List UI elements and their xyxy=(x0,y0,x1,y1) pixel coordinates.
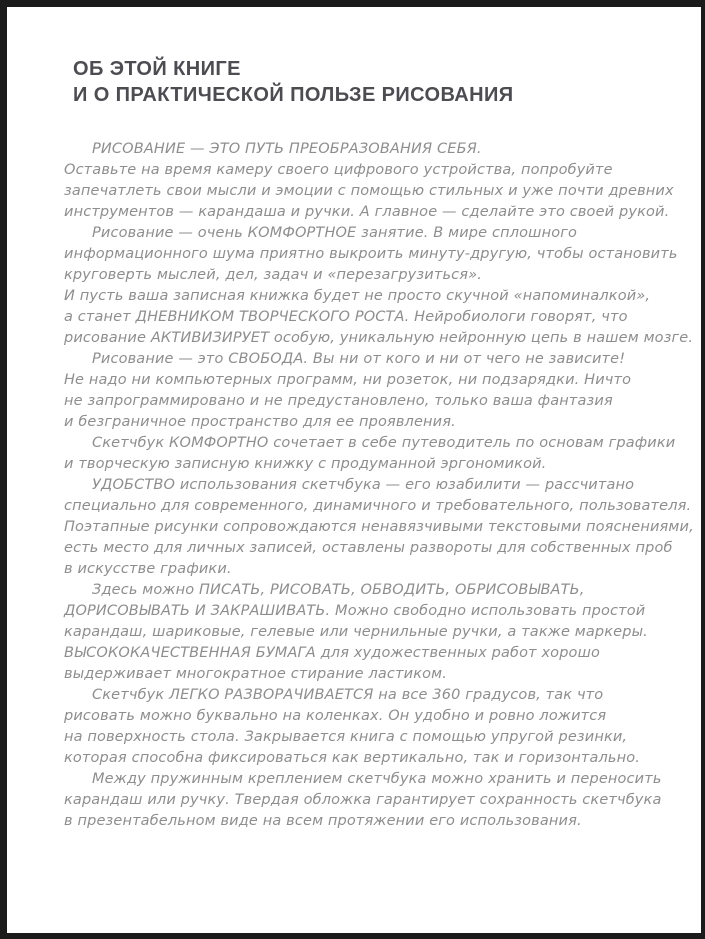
body-line: Оставьте на время камеру своего цифрового устройства, попробуйте xyxy=(64,162,613,178)
body-line: Скетчбук ЛЕГКО РАЗВОРАЧИВАЕТСЯ на все 360 градусов, так что xyxy=(92,687,604,703)
page-title xyxy=(73,56,673,108)
body-line: в презентабельном виде на всем протяжении его использования. xyxy=(64,813,582,829)
body-line: круговерть мыслей, дел, задач и «перезагрузиться». xyxy=(64,267,482,283)
body-line: выдерживает многократное стирание ластиком. xyxy=(64,666,447,682)
body-line: карандаш, шариковые, гелевые или чернильные ручки, а также маркеры. xyxy=(64,624,648,640)
body-line: в искусстве графики. xyxy=(64,561,232,577)
body-line: на поверхность стола. Закрывается книга с помощью упругой резинки, xyxy=(64,729,628,745)
body-line: и безграничное пространство для ее проявления. xyxy=(64,414,456,430)
body-line: УДОБСТВО использования скетчбука — его юзабилити — рассчитано xyxy=(92,477,635,493)
body-line: Не надо ни компьютерных программ, ни розеток, ни подзарядки. Ничто xyxy=(64,372,632,388)
body-line: ДОРИСОВЫВАТЬ И ЗАКРАШИВАТЬ. Можно свободно использовать простой xyxy=(64,603,646,619)
body-line: а станет ДНЕВНИКОМ ТВОРЧЕСКОГО РОСТА. Нейробиологи говорят, что xyxy=(64,309,628,325)
body-line: специально для современного, динамичного и требовательного, пользователя. xyxy=(64,498,692,514)
body-line: которая способна фиксироваться как вертикально, так и горизонтально. xyxy=(64,750,641,766)
page-title-line-2: И О ПРАКТИЧЕСКОЙ ПОЛЬЗЕ РИСОВАНИЯ xyxy=(73,84,514,106)
body-line: И пусть ваша записная книжка будет не просто скучной «напоминалкой», xyxy=(64,288,651,304)
body-line: Скетчбук КОМФОРТНО сочетает в себе путеводитель по основам графики xyxy=(92,435,676,451)
page-content xyxy=(7,7,701,832)
body-line: Рисование — это СВОБОДА. Вы ни от кого и ни от чего не зависите! xyxy=(92,351,626,367)
body-line: запечатлеть свои мысли и эмоции с помощью стильных и уже почти древних xyxy=(64,183,674,199)
body-line: Поэтапные рисунки сопровождаются ненавязчивыми текстовыми пояснениями, xyxy=(64,519,694,535)
body-line: рисование АКТИВИЗИРУЕТ особую, уникальную нейронную цепь в нашем мозге. xyxy=(64,330,694,346)
body-line: РИСОВАНИЕ — ЭТО ПУТЬ ПРЕОБРАЗОВАНИЯ СЕБЯ. xyxy=(92,141,482,157)
body-text xyxy=(64,139,694,832)
body-line: информационного шума приятно выкроить минуту-другую, чтобы остановить xyxy=(64,246,678,262)
body-line: карандаш или ручку. Твердая обложка гарантирует сохранность скетчбука xyxy=(64,792,662,808)
body-line: и творческую записную книжку с продуманной эргономикой. xyxy=(64,456,547,472)
body-line: не запрограммировано и не предустановлено, только ваша фантазия xyxy=(64,393,613,409)
body-line: инструментов — карандаша и ручки. А главное — сделайте это своей рукой. xyxy=(64,204,670,220)
body-line: ВЫСОКОКАЧЕСТВЕННАЯ БУМАГА для художественных работ хорошо xyxy=(64,645,601,661)
body-line: рисовать можно буквально на коленках. Он удобно и ровно ложится xyxy=(64,708,607,724)
body-line: Рисование — очень КОМФОРТНОЕ занятие. В мире сплошного xyxy=(92,225,578,241)
body-line: есть место для личных записей, оставлены развороты для собственных проб xyxy=(64,540,673,556)
page-title-line-1: ОБ ЭТОЙ КНИГЕ xyxy=(73,58,241,80)
body-line: Между пружинным креплением скетчбука можно хранить и переносить xyxy=(92,771,662,787)
body-line: Здесь можно ПИСАТЬ, РИСОВАТЬ, ОБВОДИТЬ, ОБРИСОВЫВАТЬ, xyxy=(92,582,585,598)
